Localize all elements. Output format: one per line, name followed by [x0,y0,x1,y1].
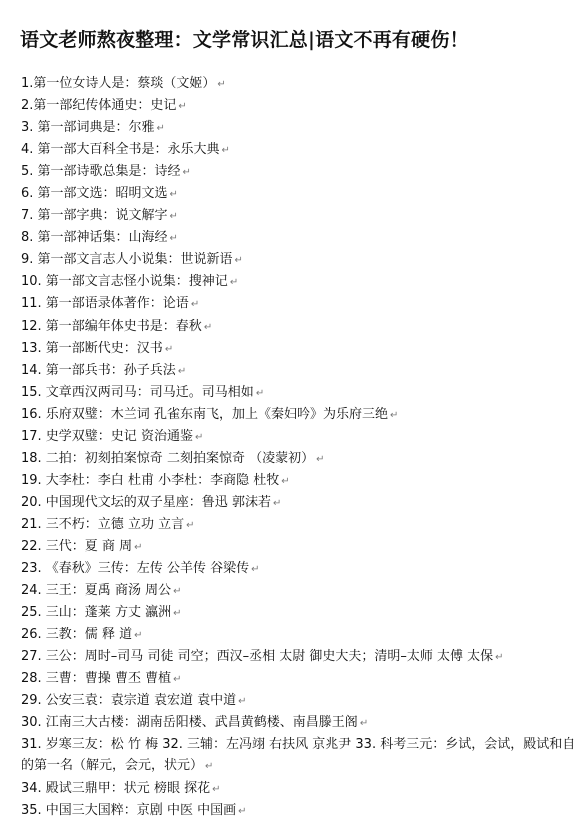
list-item: 25. 三山：蓬莱 方丈 瀛洲 ↵ [21,605,182,621]
paragraph-mark-icon: ↵ [169,233,178,245]
knowledge-list [21,73,583,822]
paragraph-mark-icon: ↵ [164,343,174,355]
paragraph-mark-icon: ↵ [272,497,282,509]
paragraph-mark-icon: ↵ [134,541,143,553]
list-item: 14. 第一部兵书：孙子兵法 ↵ [21,362,187,378]
list-item: 20. 中国现代文坛的双子星座：鲁迅 郭沫若 ↵ [21,494,282,510]
paragraph-mark-icon: ↵ [495,652,504,664]
paragraph-mark-icon: ↵ [238,696,247,708]
list-item: 1.第一位女诗人是：蔡琰（文姬） ↵ [21,76,226,91]
paragraph-mark-icon: ↵ [238,805,247,817]
paragraph-mark-icon: ↵ [389,409,399,421]
list-item: 24. 三王：夏禹 商汤 周公 ↵ [21,583,182,599]
list-item: 28. 三曹：曹操 曹丕 曹植 ↵ [21,671,182,687]
list-item: 8. 第一部神话集：山海经 ↵ [21,230,178,246]
paragraph-mark-icon: ↵ [217,79,226,90]
paragraph-mark-icon: ↵ [169,189,178,201]
paragraph-mark-icon: ↵ [316,453,325,465]
list-item: 17. 史学双璧：史记 资治通鉴 ↵ [21,428,204,444]
list-item: 29. 公安三袁：袁宗道 袁宏道 袁中道 ↵ [21,693,247,709]
page-title: 语文老师熬夜整理：文学常识汇总|语文不再有硬伤！ [20,29,469,51]
paragraph-mark-icon: ↵ [251,564,260,576]
list-item: 18. 二拍：初刻拍案惊奇 二刻拍案惊奇 （凌蒙初） ↵ [21,450,325,466]
list-item: 30. 江南三大古楼：湖南岳阳楼、武昌黄鹤楼、南昌滕王阁 ↵ [21,715,369,731]
list-item: 7. 第一部字典：说文解字 ↵ [21,208,178,224]
paragraph-mark-icon: ↵ [281,475,290,487]
list-item: 22. 三代：夏 商 周 ↵ [21,538,143,554]
list-item: 15. 文章西汉两司马：司马迁。司马相如 ↵ [21,384,265,400]
list-item: 27. 三公：周时–司马 司徒 司空；西汉–丞相 太尉 御史大夫；清明–太师 太傅 太保 ↵ [21,649,504,665]
paragraph-mark-icon: ↵ [221,145,230,157]
paragraph-mark-icon: ↵ [178,101,187,113]
paragraph-mark-icon: ↵ [177,365,187,377]
paragraph-mark-icon: ↵ [169,211,178,223]
paragraph-mark-icon: ↵ [186,519,195,531]
list-item: 2.第一部纪传体通史：史记 ↵ [21,98,187,114]
list-item: 16. 乐府双璧：木兰词 孔雀东南飞，加上《秦妇吟》为乐府三绝 ↵ [21,406,399,422]
paragraph-mark-icon: ↵ [212,783,221,795]
list-item: 10. 第一部文言志怪小说集：搜神记 ↵ [21,274,239,290]
paragraph-mark-icon: ↵ [173,674,182,686]
paragraph-mark-icon: ↵ [255,387,265,399]
paragraph-mark-icon: ↵ [359,718,369,730]
paragraph-mark-icon: ↵ [156,123,165,135]
paragraph-mark-icon: ↵ [182,167,191,179]
list-item: 31. 岁寒三友：松 竹 梅 32. 三辅：左冯翊 右扶风 京兆尹 33. 科考三元：乡试，会试，殿试和自的第一名（解元，会元，状元） ↵ [21,737,576,774]
list-item: 5. 第一部诗歌总集是：诗经 ↵ [21,164,191,180]
list-item: 21. 三不朽：立德 立功 立言 ↵ [21,516,195,532]
list-item: 4. 第一部大百科全书是：永乐大典 ↵ [21,142,230,158]
paragraph-mark-icon: ↵ [194,431,204,443]
paragraph-mark-icon: ↵ [173,586,182,598]
list-item: 12. 第一部编年体史书是：春秋 ↵ [21,318,213,334]
list-item: 13. 第一部断代史：汉书 ↵ [21,340,174,356]
paragraph-mark-icon: ↵ [190,299,200,311]
list-item: 3. 第一部词典是：尔雅 ↵ [21,120,165,136]
paragraph-mark-icon: ↵ [205,761,214,773]
paragraph-mark-icon: ↵ [173,608,182,620]
paragraph-mark-icon: ↵ [203,321,213,333]
paragraph-mark-icon: ↵ [134,630,143,642]
paragraph-mark-icon: ↵ [234,255,243,267]
list-item: 19. 大李杜：李白 杜甫 小李杜：李商隐 杜牧 ↵ [21,472,290,488]
list-item: 9. 第一部文言志人小说集：世说新语 ↵ [21,252,243,268]
list-item: 6. 第一部文选：昭明文选 ↵ [21,186,178,202]
paragraph-mark-icon: ↵ [229,277,239,289]
list-item: 34. 殿试三鼎甲：状元 榜眼 探花 ↵ [21,780,221,796]
list-item: 26. 三教：儒 释 道 ↵ [21,627,143,643]
list-item: 35. 中国三大国粹：京剧 中医 中国画 ↵ [21,802,247,818]
list-item: 11. 第一部语录体著作：论语 ↵ [21,296,200,312]
list-item: 23. 《春秋》三传：左传 公羊传 谷梁传 ↵ [21,561,260,577]
